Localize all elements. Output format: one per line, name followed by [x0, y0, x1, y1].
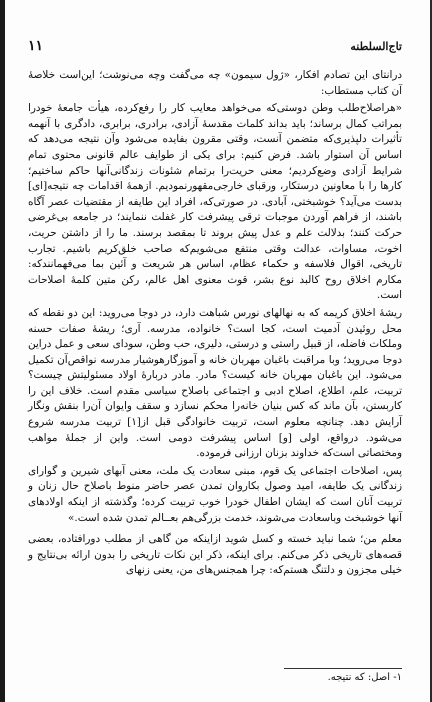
- page-number: ۱۱: [28, 38, 44, 54]
- footnote: ۱- اصل: که نتیجه.: [327, 672, 402, 683]
- closing-paragraph: معلم من؛ شما نباید خسته و کسل شوید ازاینکه من گاهی از مطلب دورافتاده، بعضی قصه‌های تاریخی ذکر می‌کنم. برای اینکه، ذکر این نکات تاریخی را بدون ارائه بی‌نتایج و خیلی مجزون و دلتنگ هستم‌که: چرا همجنس‌های من، یعنی زنهای: [28, 533, 402, 577]
- main-text: [28, 68, 402, 581]
- quote-paragraph-2: ریشهٔ اخلاق کریمه که به نهالهای نورس شباهت دارد، در دوجا می‌روید: این دو نقطه که محل روئیدن آدمیت است، کجا است؟ خانواده، مدرسه. آری؛ ریشهٔ صفات حسنه وملکات فاضله، از قبیل راستی و درستی، دلیری، حب وطن، سودای سعی و عمل دراین دوجا می‌روید؛ وبا مراقبت باغبان مهربان خانه و آموزگارهوشیار مدرسه نواقص‌آن تکمیل می‌شود. این باغبان مهربان خانه کیست؟ مادر. مادر دربارهٔ اولاد مسئولیتش چیست؟ تربیت، علم، اطلاع، اصلاح ادبی و اجتماعی باصلاح سیاسی مقدم است. خلاف این را کاربستن، بآن ماند که کس بنیان خانه‌را محکم نسازد و سقف وایوان آن‌را بنقش ونگار آرایش دهد. چنانچه معلوم است، تربیت خانوادگی قبل از[۱] تربیت مدرسه شروع می‌شود. درواقع، اولی [و] اساس پیشرفت دومی است. واین از جملهٔ مواهب ومختصاتی است‌که خداوند بزنان ارزانی فرموده.: [28, 306, 402, 460]
- quote-paragraph-1: «هراصلاح‌طلب وطن دوستی‌که می‌خواهد معایب کار را رفع‌کرده، هیأت جامعهٔ خودرا بمراتب کمال برساند؛ باید بداند کلمات مقدسهٔ آزادی، برادری، برابری، دادگری با آنهمه تأثیرات دلپذیری‌که متضمن آنست، وقتی مقرون بفایده می‌شود وآن نتیجه می‌دهد که اساس آن استوار باشد. فرض کنیم: برای یکی از طوایف عالم قانونی محتوی تمام شرایط آزادی وضع‌کردیم؛ معنی حریت‌را برتمام شئونات زندگانی‌آنها حاکم ساختیم؛ کارها را با معاونین درستکار، ورقبای خارجی‌مقهورنمودیم. ازهمهٔ اقدامات چه نتیجه‌[ای] بدست می‌آید؟ خوشبختی، آبادی. در صورتی‌که، افراد این طایفه از مقتضیات عصر آگاه باشند، از فراهم آوردن موجبات ترقی پیشرفت کار غفلت ننمایند؛ در جامعه بی‌غرضی حرکت کنند؛ بدلالت علم و عدل پیش بروند تا بمقصد برسند. ما را از داشتن حریت، اخوت، مساوات، عدالت وقتی منتفع می‌شویم‌که صاحب خلق‌کریم باشیم. تجارب تاریخی، اقوال فلاسفه و حکماء عظام، اساس هر شریعت و آئین بما می‌فهمانند‌که: مکارم اخلاق روح کالبد نوع بشر، قوت معنوی اهل عالم، رکن متین کلمهٔ اصلاحات است.: [28, 102, 402, 302]
- scan-left-edge: [0, 0, 5, 702]
- intro-paragraph: درانتای این تصادم افکار، «ژول سیمون» چه می‌گفت وچه می‌نوشت؛ این‌است خلاصهٔ آن کتاب مستطاب:: [28, 69, 402, 97]
- running-title: تاج‌السلطنه: [350, 40, 402, 53]
- quote-paragraph-3: پس، اصلاحات اجتماعی یک قوم، مبنی سعادت یک ملت، معنی آبهای شیرین و گوارای زندگانی یک طایفه، امید وصول بکاروان تمدن عصر حاضر منوط باصلاح حال زنان و تربیت آنان است که ایشان اطفال خودرا خوب تربیت کرده؛ وگذشته از اینکه اولادهای آنها خوشبخت وباسعادت می‌شوند، خدمت بزرگی‌هم بعــالم تمدن شده است.»: [28, 464, 402, 524]
- footnote-divider: [284, 668, 402, 669]
